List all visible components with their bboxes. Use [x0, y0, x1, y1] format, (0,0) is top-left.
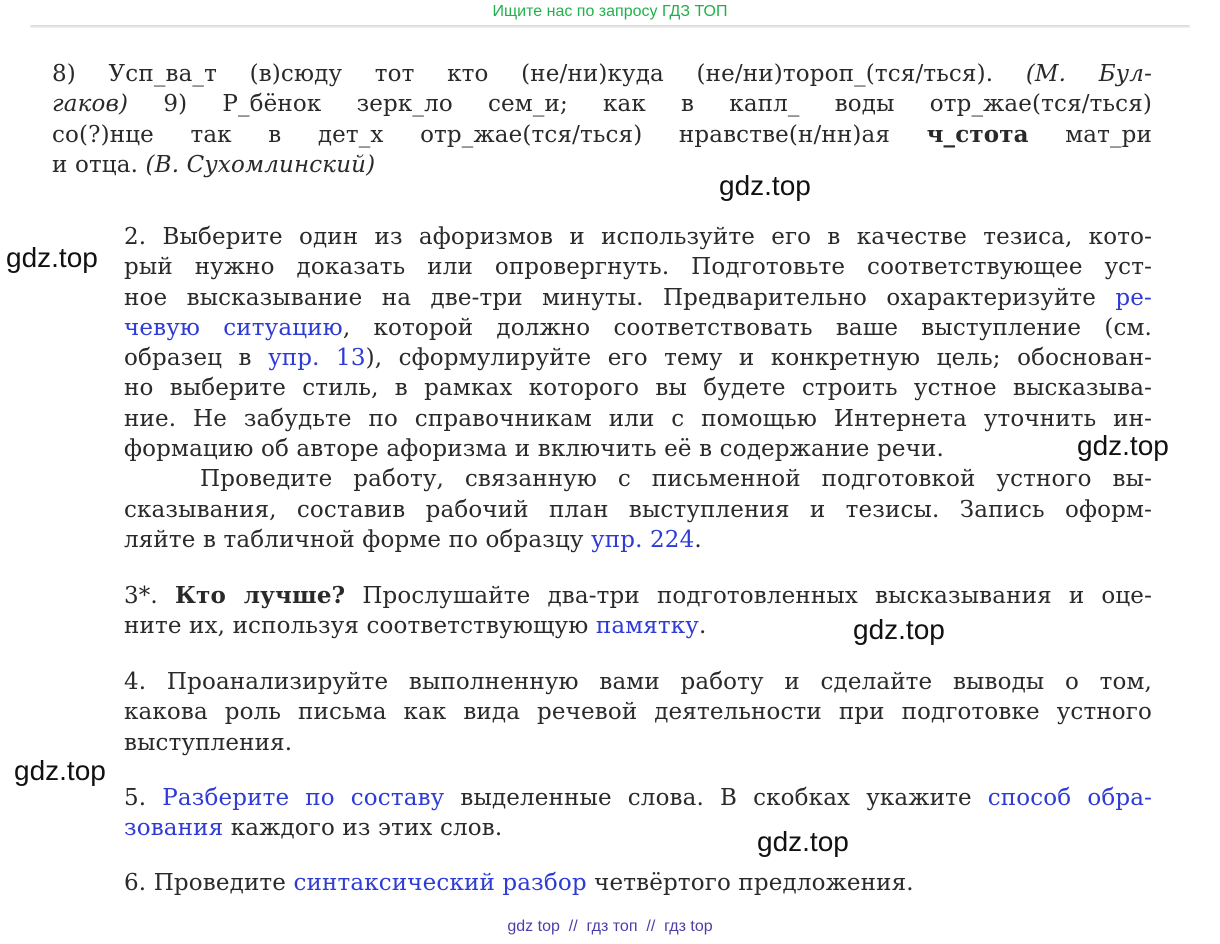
- text-line: 6. Проведите синтаксический разбор четвёртого предложения.: [124, 870, 914, 896]
- text-line: 5. Разберите по составу выделенные слова. В скобках укажите способ обра-: [124, 785, 1152, 811]
- text-line: и отца. (В. Сухомлинский): [52, 151, 376, 178]
- morpheme-analysis-link[interactable]: Разберите по составу: [162, 785, 445, 811]
- top-banner-divider: [30, 25, 1190, 28]
- text-line: гаков) 9) Р_бёнок зерк_ло сем_и; как в капл_ воды отр_жае(тся/ться): [52, 91, 1152, 118]
- watermark: gdz.top: [6, 242, 98, 273]
- watermark: gdz.top: [853, 614, 945, 645]
- task-2: [124, 222, 1152, 555]
- text-line: рый нужно доказать или опровергнуть. Подготовьте соответствующее уст-: [124, 254, 1152, 281]
- bold-word: ч_стота: [926, 120, 1029, 148]
- memo-link[interactable]: памятку: [595, 613, 699, 640]
- watermark: gdz.top: [1077, 430, 1169, 461]
- text-line: чевую ситуацию, которой должно соответствовать ваше выступление (см.: [124, 314, 1153, 341]
- top-banner[interactable]: Ищите нас по запросу ГДЗ ТОП: [492, 3, 728, 20]
- exercise-224-link[interactable]: упр. 224: [591, 526, 695, 553]
- speech-situation-link[interactable]: ре-: [1115, 284, 1152, 311]
- text-line: ляйте в табличной форме по образцу упр. 224.: [124, 526, 702, 553]
- watermark: gdz.top: [14, 755, 106, 786]
- text-line: ните их, используя соответствующую памятку.: [124, 613, 707, 640]
- sentences-8-9: [52, 59, 1152, 180]
- text-line: но выберите стиль, в рамках которого вы будете строить устное высказыва-: [124, 375, 1152, 402]
- text-line: зования каждого из этих слов.: [124, 815, 503, 842]
- text-line: ное высказывание на две-три минуты. Предварительно охарактеризуйте ре-: [124, 284, 1152, 311]
- task-4: [124, 667, 1152, 758]
- task-title: Кто лучше?: [174, 582, 346, 609]
- syntax-analysis-link[interactable]: синтаксический разбор: [293, 870, 587, 896]
- text-line: 2. Выберите один из афоризмов и используйте его в качестве тезиса, кото-: [124, 224, 1152, 250]
- exercise-13-link[interactable]: упр. 13: [268, 345, 366, 372]
- watermark: gdz.top: [719, 170, 811, 201]
- text-line: 3*. Кто лучше? Прослушайте два-три подготовленных высказывания и оце-: [124, 582, 1152, 609]
- text-line: Проведите работу, связанную с письменной подготовкой устного вы-: [200, 466, 1152, 493]
- text-line: какова роль письма как вида речевой деятельности при подготовке устного: [124, 699, 1152, 726]
- task-6: [124, 868, 1152, 898]
- watermark: gdz.top: [757, 826, 849, 857]
- text-line: 4. Проанализируйте выполненную вами работу и сделайте выводы о том,: [124, 669, 1152, 695]
- text-line: сказывания, составив рабочий план выступления и тезисы. Запись оформ-: [124, 496, 1152, 523]
- word-formation-link[interactable]: способ обра-: [987, 785, 1152, 811]
- footer-links[interactable]: gdz top // гдз топ // гдз top: [507, 918, 713, 935]
- task-5: [124, 783, 1152, 844]
- text-line: 8) Усп_ва_т (в)сюду тот кто (не/ни)куда (не/ни)тороп_(тся/ться). (М. Бул-: [52, 61, 1152, 87]
- text-line: выступления.: [124, 729, 293, 756]
- word-formation-link[interactable]: зования: [124, 815, 224, 842]
- task-3: [124, 581, 1152, 642]
- text-line: образец в упр. 13), сформулируйте его тему и конкретную цель; обоснован-: [124, 345, 1152, 372]
- speech-situation-link[interactable]: чевую ситуацию: [124, 314, 343, 341]
- text-line: формацию об авторе афоризма и включить её в содержание речи.: [124, 436, 944, 463]
- text-line: со(?)нце так в дет_х отр_жае(тся/ться) нравстве(н/нн)ая ч_стота мат_ри: [52, 120, 1152, 148]
- text-line: ние. Не забудьте по справочникам или с помощью Интернета уточнить ин-: [124, 405, 1152, 432]
